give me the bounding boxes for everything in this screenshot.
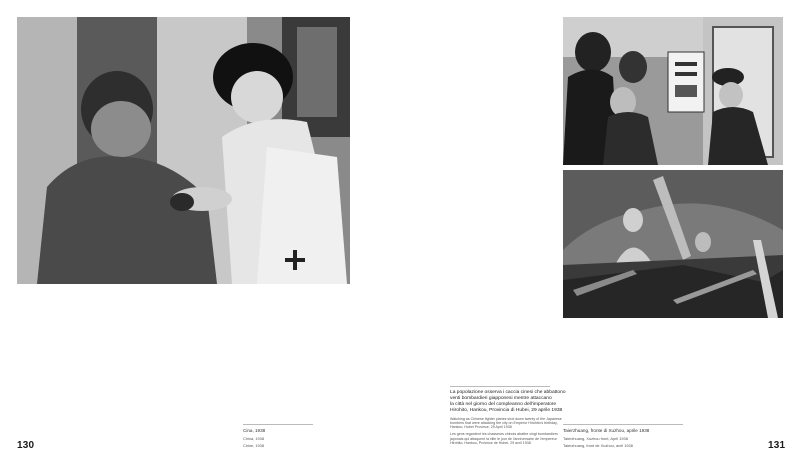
caption-line: japonais qui attaquent la ville le jour de l'anniversaire de l'empereur <box>450 436 557 441</box>
caption-china <box>243 424 313 449</box>
caption-rule <box>243 424 313 425</box>
caption-french: Chine, 1938 <box>243 443 264 449</box>
page-number-left: 130 <box>17 440 35 451</box>
caption-hankou <box>450 386 566 446</box>
caption-italian: Taierzhuang, fronte di Xuzhou, aprile 1938 <box>563 428 650 433</box>
caption-line: Les gens regardent les chasseurs chinois abattre vingt bombardiers <box>450 432 558 437</box>
caption-rule <box>563 424 683 425</box>
caption-italian <box>450 390 566 414</box>
caption-line: Watching as Chinese fighter planes shot down twenty of the Japanese <box>450 416 562 421</box>
caption-line: bombers that were attacking the city on Emperor Hirohito's birthday, <box>450 420 558 425</box>
caption-italian: Cina, 1938 <box>243 428 266 433</box>
photo-ruins-with-statues <box>563 170 783 318</box>
caption-french: Taierzhuang, front de Xuzhou, avril 1938 <box>563 443 633 449</box>
caption-line: Hirohito, Hankou, Provincia di Hubei, 29 aprile 1938 <box>450 407 563 413</box>
caption-rule <box>450 386 550 387</box>
caption-english <box>450 416 562 430</box>
caption-line: Hirohito, Hankou, Province de Hubei, 29 avril 1938 <box>450 441 531 446</box>
photo-nurse-and-soldier <box>17 17 350 284</box>
caption-english: Taierzhuang, Xuzhou front, April 1938 <box>563 435 628 441</box>
page-number-right: 131 <box>768 440 786 451</box>
caption-taierzhuang <box>563 424 683 449</box>
caption-line: venti bombardieri giapponesi mentre attaccano <box>450 395 552 401</box>
caption-line: La popolazione osserva i caccia cinesi che abbattono <box>450 390 566 395</box>
caption-english: China, 1938 <box>243 435 264 441</box>
caption-line: Hankou, Hubei Province, 29 April 1938 <box>450 425 512 430</box>
caption-line: la città nel giorno del compleanno dell'imperatore <box>450 401 557 407</box>
caption-french <box>450 432 558 446</box>
photo-crowd-watching-sky <box>563 17 783 165</box>
